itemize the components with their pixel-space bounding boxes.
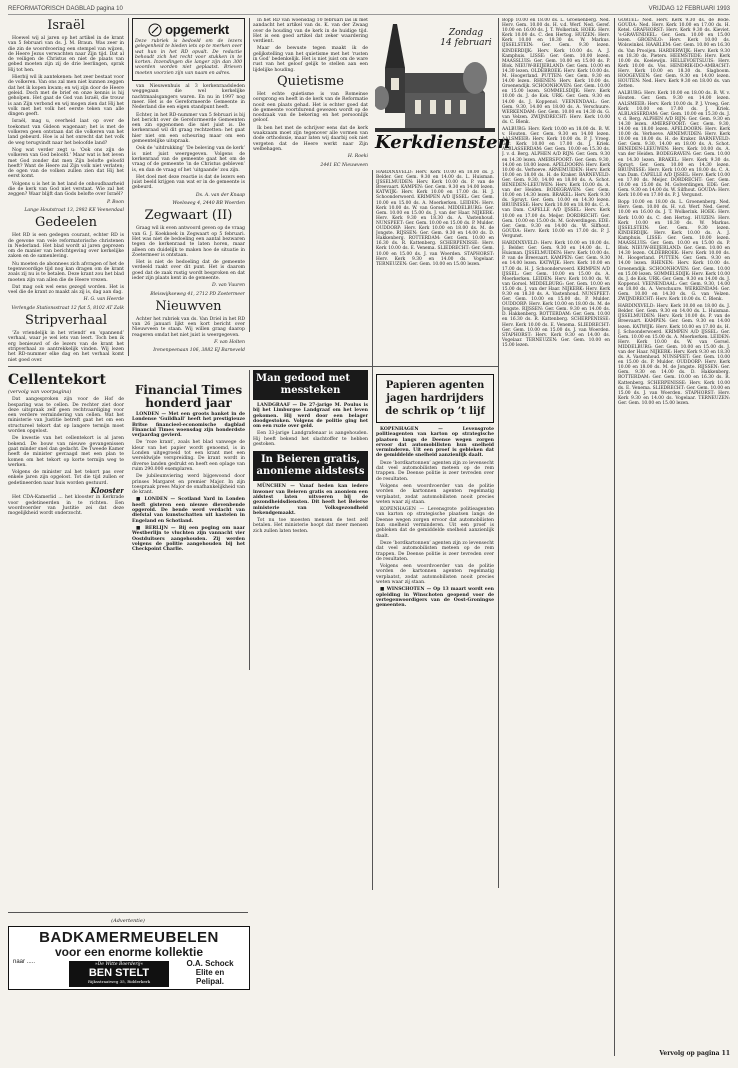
opgemerkt-logo: opgemerkt (165, 22, 229, 38)
papieren-paragraph: Volgens een woordvoerder van de politie worden de kartonnen agenten regelmatig verplaatst, zodat automobilisten nooit precies weten waar zij staan. (376, 483, 494, 505)
ad-store-address: Rijksstraatweg 35, Ridderkerk (87, 979, 151, 984)
ad-store-name: BEN STELT (88, 967, 150, 979)
column-rule (372, 170, 373, 370)
financial-times-column (132, 370, 245, 660)
kerkdiensten-column-b (502, 18, 610, 888)
zegwaart-signature-place: Bleiswijkseweg 41, 2712 PD Zoetermeer (150, 291, 245, 297)
section-rule (8, 912, 248, 913)
messteken-paragraph: LANDGRAAF — De 27-jarige M. Poulus is bij het Limburgse Landgraaf om het leven gekomen. Hij werd door een belager doodgestoken. Volgens de politie ging het om een ruzie over geld. (253, 403, 368, 430)
quietisme-paragraph: Ik ben het met de schrijver eens dat de kerk waakzaam moet zijn tegenover alle vormen van dode orthodoxie, maar laten wij daarbij ook niet vergeten dat de Heere werkt naar Zijn welbehagen. (253, 125, 368, 152)
beieren-title: anonieme aidstests (256, 466, 365, 478)
messteken-title: Man gedood met (256, 373, 351, 384)
messteken-title: messteken (280, 385, 341, 396)
quietisme-signature-place: 2441 EC Nieuwveen (320, 162, 368, 168)
financial-times-paragraph: De jubileumviering werd bijgewoond door prinses Margaret en premier Major. In zijn toespraak prees Major de onafhankelijkheid van de krant. (132, 474, 245, 496)
gedeelen-title: Gedeelen (34, 215, 97, 231)
letters-column-2 (132, 18, 245, 363)
opgemerkt-intro: Deze rubriek is bedoeld om de lezers gelegenheid te bieden iets op te merken over wat hun in het RD opvalt. De redactie behoudt zich het recht voor stukken in te korten. Inzendingen die langer zijn dan 300 woorden worden niet geplaatst. Brieven moeten voorzien zijn van naam en adres. (135, 39, 242, 76)
column-rule (249, 370, 250, 670)
ad-naar: naar ..... (13, 959, 36, 965)
kerkdiensten-listing: HARDINXVELD: Herv. Kerk 10.00 en 18.00 ds. J. Belder. Ger. Gem. 9.30 en 14.00 ds. L. Huisman. IJSSELMUIDEN: Herv. Kerk 10.00 ds. P. van de Breevaart. KAMPEN: Ger. Gem. 9.30 en 14.00 lezen. KATWIJK: Herv. Kerk 10.00 en 17.00 ds. H. J. Schoonderwoerd. KRIMPEN A/D IJSSEL: Ger. Gem. 10.00 en 15.00 ds. A. Moerkerken. LEIDEN: Herv. Kerk 10.00 ds. W. van Gorsel. MIDDELBURG: Ger. Gem. 10.00 en 15.00 ds. J. van der Haar. NIJKERK: Herv. Kerk 9.30 en 18.30 ds. A. Vastenhoud. NUNSPEET: Ger. Gem. 10.00 en 15.00 ds. P. Mulder. OUDDORP: Herv. Kerk 10.00 en 18.00 ds. M. de Jongste. RIJSSEN: Ger. Gem. 9.30 en 14.00 ds. D. Hakkenberg. ROTTERDAM: Ger. Gem. 10.00 en 16.30 ds. R. Kattenberg. SCHERPENISSE: Herv. Kerk 10.00 ds. E. Venema. SLIEDRECHT: Ger. Gem. 10.00 en 15.00 ds. J. van Woerden. STAPHORST: Herv. Kerk 9.30 en 14.00 ds. Vogelaar. TERNEUZEN: Ger. Gem. 10.00 en 15.00 lezen. (502, 241, 610, 348)
gedeelen-paragraph: Dat mag ook wel eens gezegd worden. Het is veel die de krant zo maakt als zij is, dag aan dag. (8, 284, 124, 296)
column-rule (614, 18, 615, 1056)
kerkdiensten-listing: Bopp 10.00 en 18.00 ds. L. Groenenberg. Ned. Herv. Gem. 10.00 ds. H. v.d. Werf. Ned. Geref. 10.00 en 16.00 ds. J. T. Wolkerink. HOEK: Herv. Kerk 10.00 ds. C. den Hertog. HUIZEN: Herv. Kerk 10.00 en 18.30 ds. W. Markus. IJSSELSTEIN: Ger. Gem. 9.30 lezen. KINDERDIJK: Herv. Kerk 10.00 ds. A. J. Kamphuis. LISSE: Ger. Gem. 10.00 lezen. MAASSLUIS: Ger. Gem. 10.00 en 15.00 ds. P. Blok. NIEUW-BEIJERLAND: Ger. Gem. 10.00 en 14.30 lezen. OLDEBROEK: Herv. Kerk 10.00 ds. M. Hoogerland. PUTTEN: Ger. Gem. 9.30 en 14.00 lezen. RHENEN: Herv. Kerk 10.00 ds. Groenendijk. SCHOONHOVEN: Ger. Gem. 10.00 en 15.00 lezen. SOMMELSDIJK: Herv. Kerk 10.00 ds. J. de Kok. URK: Ger. Gem. 9.30 en 14.00 ds. J. Koppenol. VEENENDAAL: Ger. Gem. 9.30, 14.00 en 18.00 ds. A. Verschuure. WERKENDAM: Ger. Gem. 10.00 en 14.30 ds. G. van Velzen. ZWIJNDRECHT: Herv. Kerk 10.00 ds. C. Blenk. (502, 18, 610, 125)
badkamer-advertisement[interactable] (8, 926, 250, 990)
financial-times-lead: LONDEN — Met een groots banket in de Londense ‘Guildhall’ heeft het prestigieuze Britse financieel-economische dagblad Financial Times woensdag zijn honderdste verjaardag gevierd. (132, 412, 245, 439)
kerkdiensten-day: Zondag (448, 28, 484, 38)
papieren-agenten-column (376, 374, 494, 894)
opgemerkt-paragraph: Ook de ‘uitdrukking’ ‘De beleving van de kerk’ is niet juist weergegeven. Volgens de kerkenraad van de gemeente gaat het om de vraag of de gemeente ‘in de Christus gebleven’ is, en dan de vraag of het ‘uitgaande’ zou zijn. (132, 146, 245, 173)
column-rule (249, 18, 250, 332)
header-left: REFORMATORISCH DAGBLAD pagina 10 (8, 6, 123, 12)
cellentekort-column (8, 370, 124, 630)
kerkdiensten-date: 14 februari (440, 38, 492, 48)
quietisme-lead: Maar de bewuste tegen maakt ik de gelijkstelling van het quietisme met het ‘rusten in God’ bedenkelijk. Het is niet juist om de ware rust van het geloof gelijk te stellen aan een lijdelijke houding. (253, 46, 368, 73)
nieuwven-title: Nieuwven (155, 298, 222, 314)
zegwaart-paragraph: Graag wil ik even antwoord geven op de vraag van G. J. Koekkoek in Zegwaart op 5 februari. Het was niet de bedoeling een aantal bezwaren tegen de kerkenraad te laten horen, maar alleen om duidelijk te maken hoe de situatie in Zoetermeer is ontstaan. (132, 226, 245, 258)
news-brief: ■ LONDEN — Scotland Yard in Londen heeft gisteren een nieuwe dievenbende opgerold. De bende werd verdacht van diefstal van kunstschatten uit kastelen in Engeland en Schotland. (132, 497, 245, 524)
cellentekort-paragraph: Volgens de minister zal het tekort pas over enkele jaren zijn opgelost. Tot die tijd zullen er gedetineerden naar huis worden gestuurd. (8, 470, 124, 486)
gedeelen-signature-name: H. G. van Heerde (83, 297, 124, 303)
zegwaart-signature-name: D. van Vuuren (211, 283, 245, 289)
nieuwven-signature-place: Irenenpeenaan 106, 3882 EJ Barneveld (153, 348, 245, 354)
pen-icon (148, 23, 162, 37)
gedeelen-signature-place: Verlengde Stationsstraat 12 flat 5, 8102 AT Zalk (11, 305, 124, 311)
financial-times-title-line: Financial Times (134, 383, 243, 397)
israel-paragraph: Volgens u is het in het land de onhoudbaarheid die de kerk van God niet verstaat. Wie zal het zeggen? Waar blijft dan Gods belofte over Israël? (8, 181, 124, 198)
ad-brands (177, 959, 243, 986)
kerkdiensten-column-c (618, 18, 730, 1048)
opgemerkt-signature-place: Woelsweg 4, 2440 BB Woerden (172, 201, 245, 207)
kerkdiensten-listing: AALBURG: Herv. Kerk 10.00 en 18.00 ds. B. W. v. Houten. Ger. Gem. 9.30 en 14.00 lezen. AALSMEER: Herv. Kerk 10.00 ds. P. J. Vroeg. Ger. Kerk 10.00 en 17.00 ds. J. Kriek. ALBLASSERDAM: Ger. Gem. 10.00 en 15.30 ds. J. v. d. Berg. ALPHEN A/D RIJN: Ger. Gem. 9.30 en 14.30 lezen. AMERSFOORT: Ger. Gem. 9.30, 14.00 en 18.00 lezen. APELDOORN: Herv. Kerk 10.00 ds. Verhoeve. ARNEMUIDEN: Herv. Kerk 10.00 en 18.00 ds. H. de Kraker. BARNEVELD: Ger. Gem. 9.30, 14.00 en 18.00 ds. A. Schot. BENEDEN-LEEUWEN: Herv. Kerk 10.00 ds. A. van der Heiden. BODEGRAVEN: Ger. Gem. 10.00 en 14.30 lezen. BRAKEL: Herv. Kerk 9.30 ds. Spruyt. Ger. Gem. 10.00 en 14.30 lezen. BRUINISSE: Herv. Kerk 10.00 en 18.00 ds. C. A. van Dam. CAPELLE A/D IJSSEL: Herv. Kerk 10.00 en 17.00 ds. Meijer. DORDRECHT: Ger. Gem. 10.00 en 15.00 ds. M. Golverdingen. EDE: Ger. Gem. 9.30 en 14.00 ds. W. Silfhout. GOUDA: Herv. Kerk 10.00 en 17.00 ds. P. J. Vergunst. (502, 126, 610, 239)
kerkdiensten-listing: Bopp 10.00 en 18.00 ds. L. Groenenberg. Ned. Herv. Gem. 10.00 ds. H. v.d. Werf. Ned. Geref. 10.00 en 16.00 ds. J. T. Wolkerink. HOEK: Herv. Kerk 10.00 ds. C. den Hertog. HUIZEN: Herv. Kerk 10.00 en 18.30 ds. W. Markus. IJSSELSTEIN: Ger. Gem. 9.30 lezen. KINDERDIJK: Herv. Kerk 10.00 ds. A. J. Kamphuis. LISSE: Ger. Gem. 10.00 lezen. MAASSLUIS: Ger. Gem. 10.00 en 15.00 ds. P. Blok. NIEUW-BEIJERLAND: Ger. Gem. 10.00 en 14.30 lezen. OLDEBROEK: Herv. Kerk 10.00 ds. M. Hoogerland. PUTTEN: Ger. Gem. 9.30 en 14.00 lezen. RHENEN: Herv. Kerk 10.00 ds. Groenendijk. SCHOONHOVEN: Ger. Gem. 10.00 en 15.00 lezen. SOMMELSDIJK: Herv. Kerk 10.00 ds. J. de Kok. URK: Ger. Gem. 9.30 en 14.00 ds. J. Koppenol. VEENENDAAL: Ger. Gem. 9.30, 14.00 en 18.00 ds. A. Verschuure. WERKENDAM: Ger. Gem. 10.00 en 14.30 ds. G. van Velzen. ZWIJNDRECHT: Herv. Kerk 10.00 ds. C. Blenk. (618, 200, 730, 303)
kerkdiensten-listing: AALBURG: Herv. Kerk 10.00 en 18.00 ds. B. W. v. Houten. Ger. Gem. 9.30 en 14.00 lezen. AALSMEER: Herv. Kerk 10.00 ds. P. J. Vroeg. Ger. Kerk 10.00 en 17.00 ds. J. Kriek. ALBLASSERDAM: Ger. Gem. 10.00 en 15.30 ds. J. v. d. Berg. ALPHEN A/D RIJN: Ger. Gem. 9.30 en 14.30 lezen. AMERSFOORT: Ger. Gem. 9.30, 14.00 en 18.00 lezen. APELDOORN: Herv. Kerk 10.00 ds. Verhoeve. ARNEMUIDEN: Herv. Kerk 10.00 en 18.00 ds. H. de Kraker. BARNEVELD: Ger. Gem. 9.30, 14.00 en 18.00 ds. A. Schot. BENEDEN-LEEUWEN: Herv. Kerk 10.00 ds. A. van der Heiden. BODEGRAVEN: Ger. Gem. 10.00 en 14.30 lezen. BRAKEL: Herv. Kerk 9.30 ds. Spruyt. Ger. Gem. 10.00 en 14.30 lezen. BRUINISSE: Herv. Kerk 10.00 en 18.00 ds. C. A. van Dam. CAPELLE A/D IJSSEL: Herv. Kerk 10.00 en 17.00 ds. Meijer. DORDRECHT: Ger. Gem. 10.00 en 15.00 ds. M. Golverdingen. EDE: Ger. Gem. 9.30 en 14.00 ds. W. Silfhout. GOUDA: Herv. Kerk 10.00 en 17.00 ds. P. J. Vergunst. (618, 91, 730, 199)
financial-times-title-line: honderd jaar (145, 396, 232, 410)
beieren-heading-box (253, 451, 368, 481)
israel-paragraph: Nog wat verder zegt u: ‘Ook ons zijn de volkeren van God beloofd.’ Maar wat is het leven met God zonder dat men Zijn belofte geloofd heeft? Want de Heere zal Zijn volk niet verlaten; de ogen van de volken zullen zien dat Hij het eerst komt. (8, 147, 124, 180)
kerkdiensten-column-a (376, 170, 494, 370)
section-rule (8, 366, 498, 367)
ad-subheadline: voor een enorme kollektie (54, 945, 204, 959)
opgemerkt-box (132, 18, 245, 81)
ad-headline: BADKAMERMEUBELEN (39, 929, 219, 946)
ad-label: (Advertentie) (111, 918, 145, 924)
papieren-paragraph: Deze ‘bordkartonnen’ agenten zijn zo levensecht dat veel automobilisten meteen op de rem trappen. De Deense politie is zeer tevreden over de resultaten. (376, 460, 494, 482)
messteken-paragraph: Een 33-jarige Landgrafenaar is aangehouden. Hij heeft bekend het slachtoffer te hebben gestoken. (253, 431, 368, 448)
beieren-paragraph: Tot nu toe moesten mensen de test zelf betalen. Het ministerie hoopt dat meer mensen zich zullen laten testen. (253, 518, 368, 534)
ad-store-tagline: »De Witte Boerderij« (94, 962, 144, 967)
papieren-title: Papieren agenten (385, 380, 485, 391)
papieren-paragraph: KOPENHAGEN — Levensgrote politieagenten van karton op strategische plaatsen langs de Deense wegen zorgen ervoor dat automobilisten hun snelheid verminderen. Uit een proef is gebleken dat de gemiddelde snelheid aanzienlijk daalt. (376, 427, 494, 459)
winschoten-brief: ■ WINSCHOTEN — Op 13 maart wordt een opleiding in Winschoten geopend voor de vertegenwoordigers van de Oost-Groningse gemeenten. (376, 587, 494, 609)
cellentekort-sub: (vervolg van voorpagina) (8, 389, 72, 395)
news-brief: ■ BERLIJN — Bij een poging om naar Westberlijn te vluchten zijn vannacht vier Oostduitsers aangehouden. Zij werden volgens de politie aangehouden bij het Checkpoint Charlie. (132, 525, 245, 553)
cellentekort-title: Cellentekort (8, 372, 107, 388)
klooster-paragraph: Het CDA-Kamerlid ... het klooster in Kerkrade voor gedetineerden in te richten. Een woordvoerder van Justitie zei dat deze mogelijkheid wordt onderzocht. (8, 495, 124, 517)
quietisme-paragraph: Het echte quietisme is van Romeinse oorsprong en heeft in de kerk van de Reformatie nooit een plaats gehad. Het is echter goed dat de gemeente voortdurend gewezen wordt op de noodzaak van de bekering en het persoonlijk geloof. (253, 91, 368, 124)
kerkdiensten-listing: GORTEL: Ned. Herv. Kerk 9.30 ds. de Bode. GOUDA: Ned. Herv. Kerk 10.00 en 17.00 ds. H. Ketel. GRAFHORST: Herv. Kerk 9.30 ds. Kieviet. 's-GRAVENDEEL: Ger. Gem. 10.00 en 15.00 lezen. GROENLO: Herv. Kerk 10.00 ds. Wolswinkel. HAARLEM: Ger. Gem. 10.00 en 16.30 ds. Van Prooijen. HARDERWIJK: Herv. Kerk 9.30 en 18.30 ds. Pieters. HEEMSTEDE: Herv. Kerk 10.00 ds. Koelewijn. HELLEVOETSLUIS: Herv. Kerk 10.00 ds. Vos. HENDRIK-IDO-AMBACHT: Herv. Kerk 10.00 en 18.30 ds. Slagboom. HOOGEVEEN: Ger. Gem. 9.30 en 14.00 lezen. HOUTEN: Ned. Herv. Kerk 9.30 en 18.00 ds. van Zetten. (618, 18, 730, 90)
beieren-title: In Beieren gratis, (260, 454, 361, 466)
kerkdiensten-title: Kerkdiensten (375, 132, 511, 153)
opgemerkt-signature-name: Ds. A. van der Knaap (195, 192, 245, 198)
financial-times-title (132, 384, 245, 410)
letters-column-3 (253, 18, 368, 363)
cellentekort-paragraph: Dat aangesproken zijn voor de Hof de besparing was te cellen. De rechter ziet door deze uitspraak zelf geen rechtvaardiging voor een verdere vermindering van cellen. Wat het ministerie van Justitie betreft gaat het om een structureel tekort dat op langere termijn moet worden opgelost. (8, 397, 124, 435)
israel-paragraph: Hierbij wil ik aantekenen: het zeer bestaat voor de volkeren. Van ons zal men niet kunnen zeggen dat het ik kopen kwam; en wij zijn door de Heere geleid. Doch met de brief en onze kennis is hij geholpen. Het gaat de God van Israël, die trouw is aan Zijn verbond en wij mogen zien dat Hij het volk met het volk het eerste teken van alle dingen geeft. (8, 75, 124, 118)
column-rule (128, 18, 129, 356)
beieren-paragraph: MÜNCHEN — Vanaf heden kan iedere inwoner van Beieren gratis en anoniem een aidstest laten uitvoeren bij de gezondheidsdiensten. Dit heeft het Beierse ministerie van Volksgezondheid bekendgemaakt. (253, 484, 368, 516)
papieren-paragraph: KOPENHAGEN — Levensgrote politieagenten van karton op strategische plaatsen langs de Deense wegen zorgen ervoor dat automobilisten hun snelheid verminderen. Uit een proef is gebleken dat de gemiddelde snelheid aanzienlijk daalt. (376, 507, 494, 539)
header-right: VRIJDAG 12 FEBRUARI 1993 (648, 6, 730, 12)
stripverhaal-title: Stripverhaal (24, 313, 108, 329)
messteken-column (253, 370, 368, 670)
israel-paragraph: Hoewel wij al jaren op het artikel in de krant van 5 februari van ds. J. M. Braun. Was zeer in die zin de woordvoering een stempel van wijzen, de Heere Jezus verwachten naar Zijn tijd. Dat al de veiligen de Christus en niet de plaats van gebed moeten zijn zij de drie leerlingen, sprak Hij tot hen. (8, 36, 124, 73)
israel-signature-name: P. Boon (107, 199, 124, 205)
letters-column-1 (8, 18, 124, 398)
messteken-heading-box (253, 370, 368, 400)
papieren-title: de schrik op ’t lijf (385, 406, 485, 417)
kerkdiensten-banner (375, 18, 511, 168)
papieren-title: jagen hardrijders (386, 393, 484, 404)
ad-brand: Elite en (195, 968, 225, 977)
zegwaart-title: Zegwaart (II) (144, 208, 233, 224)
kerkdiensten-listing: HARDINXVELD: Herv. Kerk 10.00 en 18.00 ds. J. Belder. Ger. Gem. 9.30 en 14.00 ds. L. Huisman. IJSSELMUIDEN: Herv. Kerk 10.00 ds. P. van de Breevaart. KAMPEN: Ger. Gem. 9.30 en 14.00 lezen. KATWIJK: Herv. Kerk 10.00 en 17.00 ds. H. J. Schoonderwoerd. KRIMPEN A/D IJSSEL: Ger. Gem. 10.00 en 15.00 ds. A. Moerkerken. LEIDEN: Herv. Kerk 10.00 ds. W. van Gorsel. MIDDELBURG: Ger. Gem. 10.00 en 15.00 ds. J. van der Haar. NIJKERK: Herv. Kerk 9.30 en 18.30 ds. A. Vastenhoud. NUNSPEET: Ger. Gem. 10.00 en 15.00 ds. P. Mulder. OUDDORP: Herv. Kerk 10.00 en 18.00 ds. M. de Jongste. RIJSSEN: Ger. Gem. 9.30 en 14.00 ds. D. Hakkenberg. ROTTERDAM: Ger. Gem. 10.00 en 16.30 ds. R. Kattenberg. SCHERPENISSE: Herv. Kerk 10.00 ds. E. Venema. SLIEDRECHT: Ger. Gem. 10.00 en 15.00 ds. J. van Woerden. STAPHORST: Herv. Kerk 9.30 en 14.00 ds. Vogelaar. TERNEUZEN: Ger. Gem. 10.00 en 15.00 lezen. (618, 304, 730, 406)
ad-store-logo (69, 961, 169, 987)
israel-signature-place: Lange Houtstraat 13, 2982 KE Veenendaal (24, 207, 124, 213)
column-rule (372, 370, 373, 890)
kerkdiensten-listing: HARDINXVELD: Herv. Kerk 10.00 en 18.00 ds. J. Belder. Ger. Gem. 9.30 en 14.00 ds. L. Huisman. IJSSELMUIDEN: Herv. Kerk 10.00 ds. P. van de Breevaart. KAMPEN: Ger. Gem. 9.30 en 14.00 lezen. KATWIJK: Herv. Kerk 10.00 en 17.00 ds. H. J. Schoonderwoerd. KRIMPEN A/D IJSSEL: Ger. Gem. 10.00 en 15.00 ds. A. Moerkerken. LEIDEN: Herv. Kerk 10.00 ds. W. van Gorsel. MIDDELBURG: Ger. Gem. 10.00 en 15.00 ds. J. van der Haar. NIJKERK: Herv. Kerk 9.30 en 18.30 ds. A. Vastenhoud. NUNSPEET: Ger. Gem. 10.00 en 15.00 ds. P. Mulder. OUDDORP: Herv. Kerk 10.00 en 18.00 ds. M. de Jongste. RIJSSEN: Ger. Gem. 9.30 en 14.00 ds. D. Hakkenberg. ROTTERDAM: Ger. Gem. 10.00 en 16.30 ds. R. Kattenberg. SCHERPENISSE: Herv. Kerk 10.00 ds. E. Venema. SLIEDRECHT: Ger. Gem. 10.00 en 15.00 ds. J. van Woerden. STAPHORST: Herv. Kerk 9.30 en 14.00 ds. Vogelaar. TERNEUZEN: Ger. Gem. 10.00 en 15.00 lezen. (376, 170, 494, 267)
stripverhaal-paragraph: ‘Zo vriendelijk in het vriendt’ en ‘spannend’ verhaal, waar je wel iets van leert. Toch ben ik erg benieuwd of de lezers van de krant het stripverhaal zo aantrekkelijk vinden. Wij lezen het RD-nummer elke dag en het verhaal komt niet goed over. (8, 331, 124, 363)
opgemerkt-paragraph: van Nieuwenhuis al 3 kerkenraadsleden weggegaan die wel kerkelijke nachtmaalsgangers waren. En nu in 1997 nog meer. Het is de Gereformeerde Gemeente in Nederland die een eigen standpunt heeft. (132, 84, 245, 111)
quietisme-lead: In het RD van woensdag 10 februari las ik met aandacht het artikel van ds. K. van der Zwaag over de houding van de kerk in de huidige tijd. Het is een goed artikel dat zeker waardering verdient. (253, 18, 368, 45)
page-header (8, 4, 730, 15)
nieuwven-signature-name: F. van Holten (214, 340, 245, 346)
gedeelen-paragraph: Het RD is een gedegen courant, echter RD is de gewone van vele reformatorische christenen in Nederland. Het blad wordt al jaren geprezen om de manier van berichtgeving over kerkelijke zaken en de samenleving. (8, 233, 124, 260)
financial-times-paragraph: De ‘roze krant’, zoals het blad vanwege de kleur van het papier wordt genoemd, is in Londen uitgegroeid tot een krant met een wereldwijde verspreiding. De krant wordt in diverse landen gedrukt en heeft een oplage van ruim 290.000 exemplaren. (132, 440, 245, 472)
papieren-heading-box (376, 374, 494, 423)
zegwaart-paragraph: Het is niet de bedoeling dat de gemeente verdeeld raakt over dit punt. Het is daarom goed dat de zaak rustig wordt besproken en dat ieder zijn plaats kent in de gemeente. (132, 260, 245, 281)
israel-paragraph: Israël, mag u, overheid laat op over de toekomst van Gideon wagenaar; het is met de volkeren geen ontstaan dat die volkeren van het land gebeurd. Hoe is al het onrecht dat het volk de weg terugvindt naar het beloofde land? (8, 119, 124, 146)
ad-brand: O.A. Schock (186, 959, 234, 968)
ad-brand: Pelipal. (195, 977, 224, 986)
quietisme-signature-name: H. Roeki (347, 154, 368, 160)
nieuwven-paragraph: Achter het rubriek van ds. Van Driel in het RD van 26 januari lijkt een kort bericht over Nieuwveen te staan. Wij willen graag daarop reageren omdat het niet juist is weergegeven. (132, 316, 245, 338)
continued-note: Vervolg op pagina 11 (659, 1050, 730, 1057)
papieren-paragraph: Volgens een woordvoerder van de politie worden de kartonnen agenten regelmatig verplaatst, zodat automobilisten nooit precies weten waar zij staan. (376, 564, 494, 586)
klooster-kicker: Klooster (90, 486, 124, 496)
papieren-paragraph: Deze ‘bordkartonnen’ agenten zijn zo levensecht dat veel automobilisten meteen op de rem trappen. De Deense politie is zeer tevreden over de resultaten. (376, 540, 494, 562)
opgemerkt-paragraph: Echter, in het RD-nummer van 5 februari is bij het bericht over de Gereformeerde Gemeenten een zin opgenomen die niet juist is. De kerkenraad wil dit graag rechtzetten: het gaat hier niet om een scheuring maar om een gemeentelijke uitspraak. (132, 112, 245, 145)
israel-title: Israël (47, 18, 85, 33)
quietisme-title: Quietisme (277, 73, 344, 89)
opgemerkt-paragraph: Het doel met deze reactie is dat de lezers een juist beeld krijgen van wat er in de gemeente is gebeurd. (132, 174, 245, 191)
cellentekort-paragraph: De kwestie van het cellentekort is al jaren bekend. De bouw van nieuwe gevangenissen gaat minder snel dan gedacht. De Tweede Kamer heeft de minister gevraagd met een plan te komen om het tekort op korte termijn weg te werken. (8, 436, 124, 468)
gedeelen-paragraph: Nu moeten de abonnees zich afvragen of het de tegenwoordige tijd nog kan dragen om de krant zoals zij nu is te betalen. Deze krant zou het blad moeten zijn van allen die de Heere vrezen. (8, 261, 124, 283)
